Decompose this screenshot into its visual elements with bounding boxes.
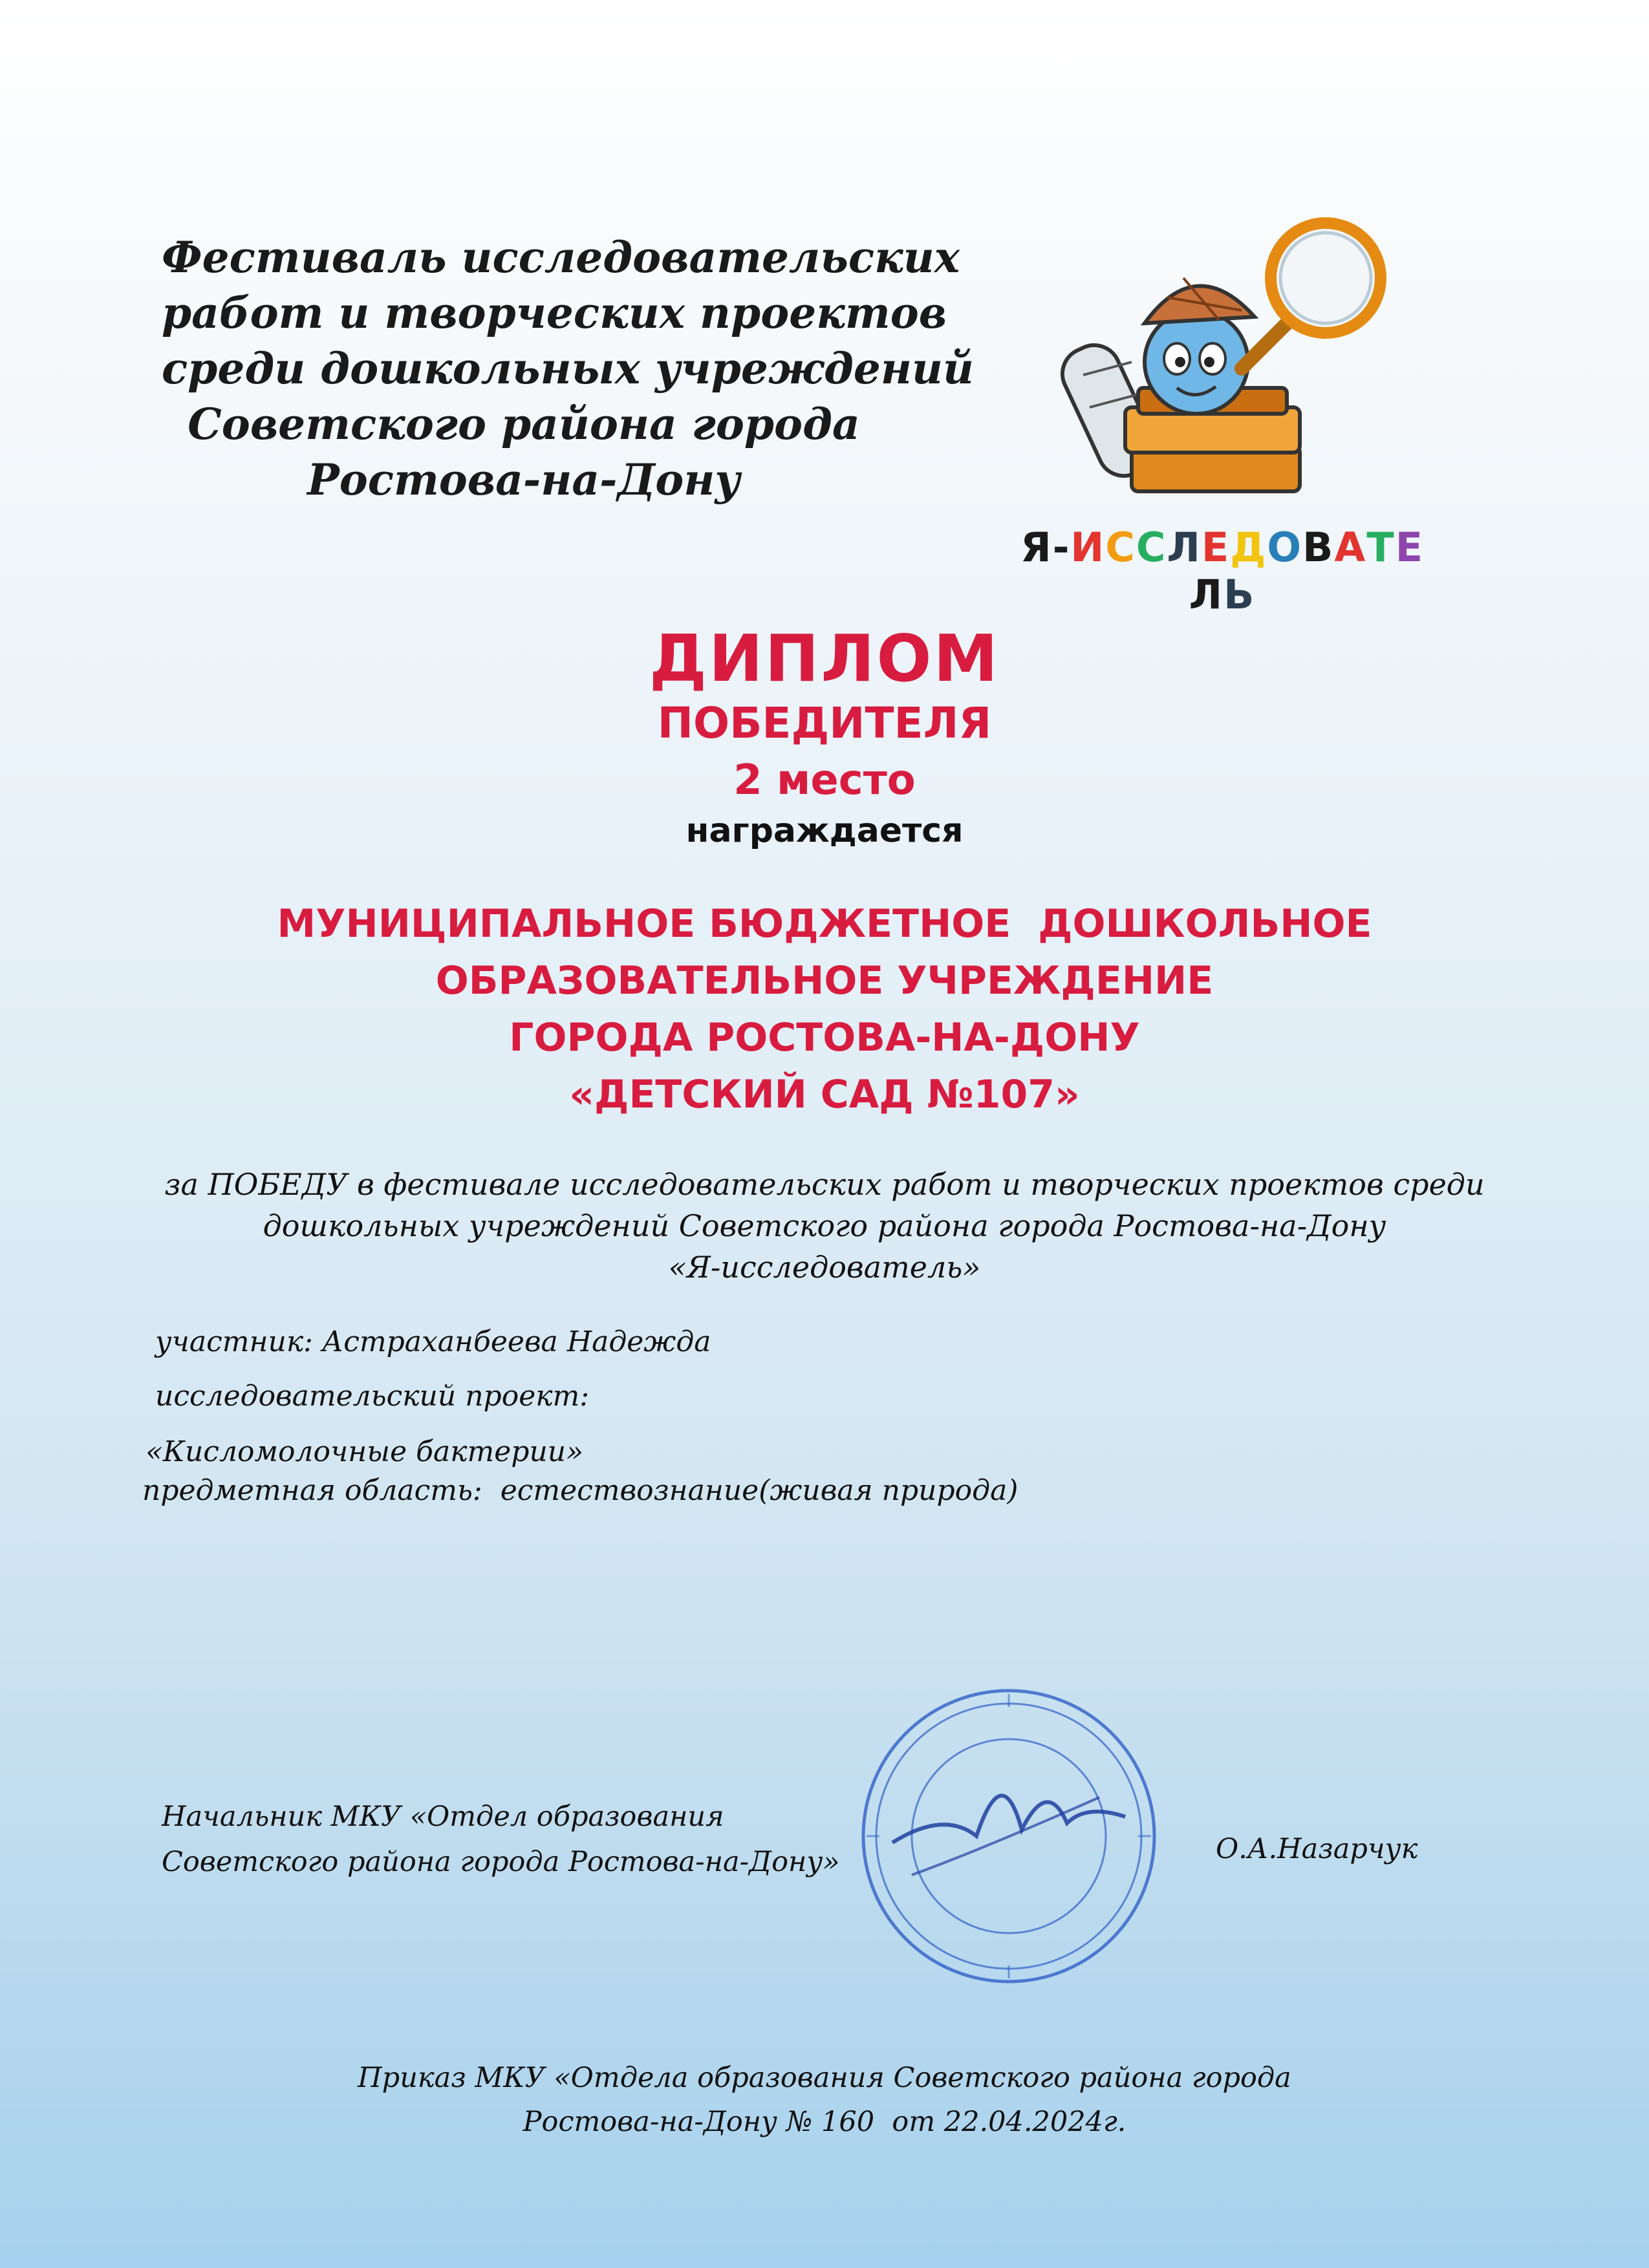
organization-line: ОБРАЗОВАТЕЛЬНОЕ УЧРЕЖДЕНИЕ xyxy=(435,958,1214,1003)
logo-letter: О xyxy=(1267,524,1303,571)
festival-title-line: работ и творческих проектов xyxy=(162,288,947,338)
order-line: Приказ МКУ «Отдела образования Советского района города xyxy=(358,2062,1291,2094)
participant-name: участник: Астраханбеева Надежда xyxy=(155,1325,711,1358)
reason-line: дошкольных учреждений Советского района города Ростова-на-Дону xyxy=(263,1208,1386,1243)
logo-letter: Л xyxy=(1189,571,1224,618)
logo-letter: В xyxy=(1302,524,1335,571)
diploma-subtitle: ПОБЕДИТЕЛЯ xyxy=(657,698,992,748)
logo-letter: Ь xyxy=(1223,571,1256,618)
official-seal-icon xyxy=(854,1681,1164,1991)
organization-name xyxy=(97,895,1552,1123)
logo-letter: Т xyxy=(1366,524,1396,571)
logo-letter: С xyxy=(1136,524,1167,571)
logo-letter: Л xyxy=(1167,524,1202,571)
organization-line: «ДЕТСКИЙ САД №107» xyxy=(569,1072,1080,1117)
reason-line: за ПОБЕДУ в фестивале исследовательских работ и творческих проектов среди xyxy=(164,1167,1485,1202)
awarded-label: награждается xyxy=(685,811,964,850)
organization-line: МУНИЦИПАЛЬНОЕ БЮДЖЕТНОЕ ДОШКОЛЬНОЕ xyxy=(277,901,1372,947)
subject-area: предметная область: естествознание(живая природа) xyxy=(142,1474,1018,1507)
logo-letter: И xyxy=(1070,524,1106,571)
logo-letter: Я xyxy=(1020,524,1053,571)
project-name: «Кисломолочные бактерии» xyxy=(146,1435,584,1468)
diploma-title: ДИПЛОМ xyxy=(649,621,1000,696)
magnifier-icon xyxy=(1242,223,1381,369)
logo-letter: Д xyxy=(1230,524,1267,571)
festival-title-line: Фестиваль исследовательских xyxy=(162,232,960,283)
hat-icon xyxy=(1145,286,1255,323)
logo-letter: С xyxy=(1105,524,1136,571)
signer-position-line: Советского района города Ростова-на-Дону» xyxy=(162,1846,840,1878)
festival-title-line: среди дошкольных учреждений xyxy=(162,343,974,394)
signer-position xyxy=(162,1794,840,1885)
logo-letter: Е xyxy=(1395,524,1425,571)
logo-letter: А xyxy=(1334,524,1367,571)
reason-line: «Я-исследователь» xyxy=(668,1250,981,1285)
place-label: 2 место xyxy=(733,756,916,804)
logo-letter: Е xyxy=(1201,524,1231,571)
signer-position-line: Начальник МКУ «Отдел образования xyxy=(162,1801,724,1833)
order-line: Ростова-на-Дону № 160 от 22.04.2024г. xyxy=(523,2106,1126,2138)
signer-name: О.А.Назарчук xyxy=(1216,1833,1418,1865)
festival-title-line: Советского района города xyxy=(188,399,860,449)
award-reason xyxy=(97,1164,1552,1288)
character-head xyxy=(1145,310,1248,414)
logo-letter: - xyxy=(1052,524,1071,571)
order-reference xyxy=(226,2056,1423,2144)
festival-title xyxy=(162,230,974,508)
project-label: исследовательский проект: xyxy=(155,1380,590,1413)
organization-line: ГОРОДА РОСТОВА-НА-ДОНУ xyxy=(509,1015,1140,1060)
magnifier-character-icon xyxy=(1054,213,1397,517)
logo-caption xyxy=(1009,524,1436,618)
festival-title-line: Ростова-на-Дону xyxy=(307,455,740,505)
